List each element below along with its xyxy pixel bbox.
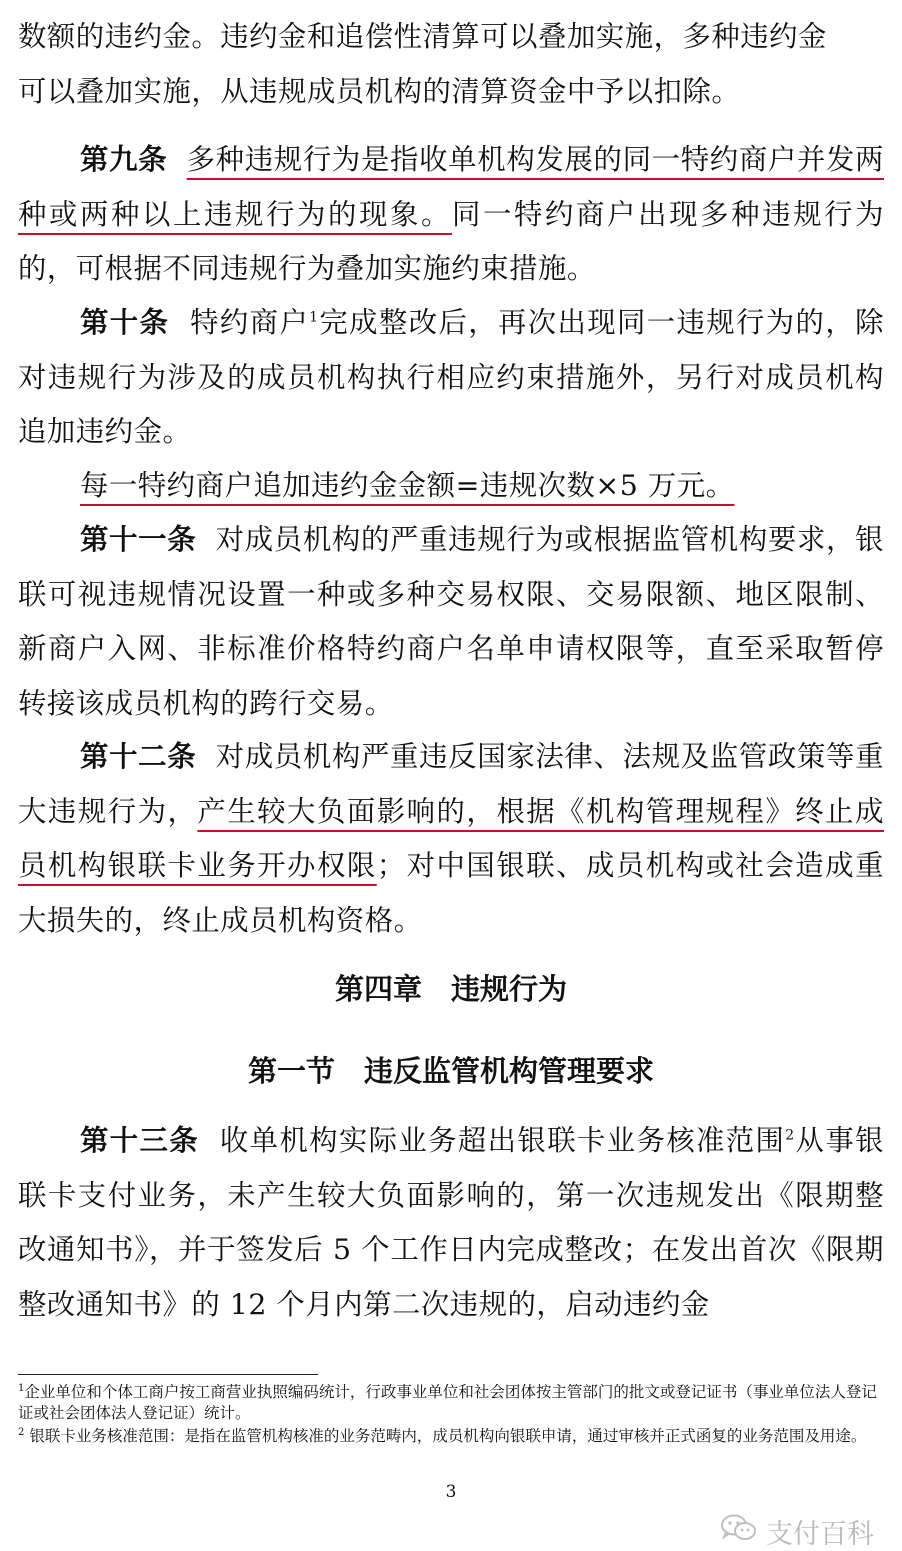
article-13-label: 第十三条 bbox=[80, 1124, 200, 1157]
article-9-text: 同一特约商户出现多种违规行为的，可根据不同违规行为叠加实施约束措施。 bbox=[18, 197, 884, 285]
article-12-underlined-text: 产生较大负面影响的，根据《机构管理规程》终止成员机构银联卡业务开办权限 bbox=[18, 794, 884, 882]
footnote-2 bbox=[18, 1426, 884, 1447]
wechat-icon bbox=[720, 1513, 758, 1550]
article-10-text-a: 特约商户 bbox=[190, 306, 310, 339]
section-title: 第一节 违反监管机构管理要求 bbox=[247, 1054, 654, 1088]
article-12 bbox=[18, 730, 884, 948]
footnote-2-number: 2 bbox=[18, 1426, 25, 1438]
article-9-label: 第九条 bbox=[80, 143, 168, 176]
article-13-text-a: 收单机构实际业务超出银联卡业务核准范围 bbox=[219, 1124, 786, 1157]
watermark bbox=[720, 1512, 874, 1551]
footnote-2-text: 银联卡业务核准范围：是指在监管机构核准的业务范畴内，成员机构向银联申请，通过审核并正式函复的业务范围及用途。 bbox=[29, 1427, 867, 1445]
article-9-underlined-text: 多种违规行为是指收单机构发展的同一特约商户并发两种或两种以上违规行为的现象。 bbox=[18, 143, 884, 231]
footnote-1-text: 企业单位和个体工商户按工商营业执照编码统计，行政事业单位和社会团体按主管部门的批文或登记证书（事业单位法人登记证或社会团体法人登记证）统计。 bbox=[18, 1383, 877, 1422]
article-11-label: 第十一条 bbox=[80, 523, 197, 556]
continuation-line-2: 可以叠加实施，从违规成员机构的清算资金中予以扣除。 bbox=[18, 74, 741, 108]
footnote-divider bbox=[18, 1374, 318, 1375]
article-13-text-b: 从事银联卡支付业务，未产生较大负面影响的，第一次违规发出《限期整改通知书》，并于签发后 5 个工作日内完成整改；在发出首次《限期整改通知书》的 12 个月内第二次违规的，启动违约金 bbox=[18, 1124, 884, 1321]
continuation-line-1: 数额的违约金。违约金和追偿性清算可以叠加实施，多种违约金 bbox=[18, 20, 827, 53]
paragraph-continuation bbox=[18, 10, 884, 119]
article-9 bbox=[18, 133, 884, 297]
page-number: 3 bbox=[445, 1482, 457, 1502]
article-11-text: 对成员机构的严重违规行为或根据监管机构要求，银联可视违规情况设置一种或多种交易权限、交易限额、地区限制、新商户入网、非标准价格特约商户名单申请权限等，直至采取暂停转接该成员机构的跨行交易。 bbox=[18, 523, 884, 720]
article-11 bbox=[18, 513, 884, 731]
article-10-label: 第十条 bbox=[80, 306, 170, 339]
watermark-text: 支付百科 bbox=[766, 1519, 874, 1550]
footnote-ref-2: 2 bbox=[785, 1127, 795, 1144]
article-10-text-b: 完成整改后，再次出现同一违规行为的，除对违规行为涉及的成员机构执行相应约束措施外，另行对成员机构追加违约金。 bbox=[18, 306, 884, 448]
penalty-formula bbox=[80, 459, 884, 514]
penalty-formula-text: 每一特约商户追加违约金金额=违规次数×5 万元。 bbox=[80, 469, 735, 502]
chapter-title: 第四章 违规行为 bbox=[334, 972, 567, 1006]
footnote-ref-1: 1 bbox=[309, 309, 319, 326]
article-13 bbox=[18, 1114, 884, 1332]
footnote-1-number: 1 bbox=[18, 1382, 25, 1394]
footnote-1 bbox=[18, 1382, 884, 1424]
article-10 bbox=[18, 296, 884, 460]
article-12-text-a: 对成员机构严重违反国家法律、法规及监管政策等重大违规行为， bbox=[18, 740, 884, 828]
article-12-text-b: ；对中国银联、成员机构或社会造成重大损失的，终止成员机构资格。 bbox=[18, 849, 884, 937]
article-12-label: 第十二条 bbox=[80, 740, 197, 773]
